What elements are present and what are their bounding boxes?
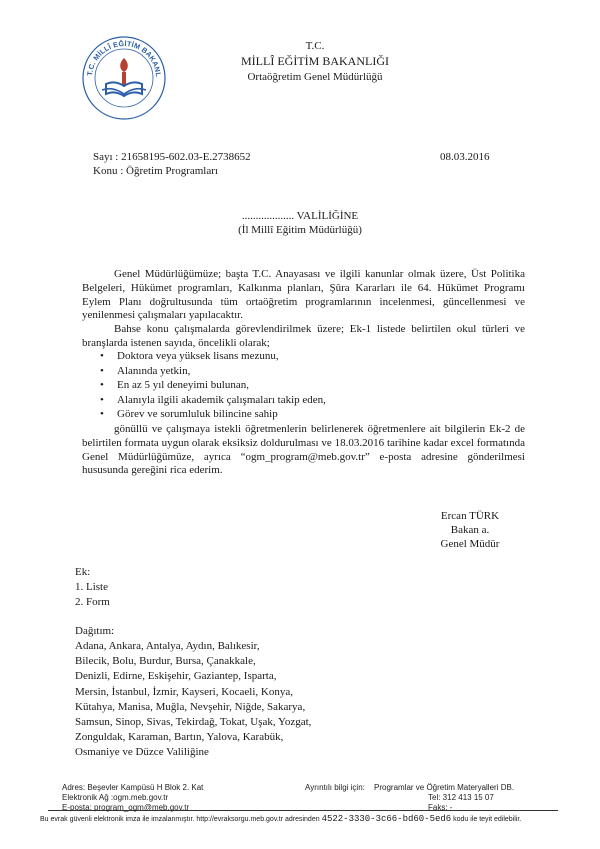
footer-divider <box>48 810 558 811</box>
verification-code: 4522-3330-3c66-bd60-5ed6 <box>321 814 452 824</box>
signatory-position: Genel Müdür <box>440 538 500 550</box>
distribution-list <box>75 639 415 761</box>
distribution-line: Denizli, Edirne, Eskişehir, Gaziantep, Isparta, <box>75 670 277 683</box>
criteria-item: • Doktora veya yüksek lisans mezunu, <box>100 349 326 364</box>
logo-ring-text: T.C. MİLLÎ EĞİTİM BAKANL <box>85 38 164 78</box>
attachment-item: 2. Form <box>75 596 110 608</box>
addressee-title: ................... VALİLİĞİNE <box>241 210 359 222</box>
footer-fax: Faks: - <box>428 803 453 812</box>
footer-tel: Tel: 312 413 15 07 <box>428 793 494 802</box>
addressee-subtitle: (İl Millî Eğitim Müdürlüğü) <box>238 224 362 236</box>
distribution-line: Kütahya, Manisa, Muğla, Nevşehir, Niğde, Sakarya, <box>75 700 306 713</box>
distribution-line: Mersin, İstanbul, İzmir, Kayseri, Kocaeli, Konya, <box>75 685 293 698</box>
document-subject: Konu : Öğretim Programları <box>93 165 218 177</box>
document-date: 08.03.2016 <box>440 151 490 163</box>
body-paragraph-1: Genel Müdürlüğümüze; başta T.C. Anayasası ve ilgili kanunlar olmak üzere, Üst Politika Belgeleri, Hükümet programları, Kalkınma planları, Şûra Kararları ile 64. Hükümet Programı Eylem Planı doğrultusunda tüm ortaöğretim programlarının incelenmesi, güncellenmesi ve yenilenmesi çalışmaları yapılacaktır. <box>82 268 525 322</box>
footer-contact <box>62 783 203 813</box>
ministry-emblem-icon <box>78 28 170 120</box>
distribution-label: Dağıtım: <box>75 625 115 637</box>
body-paragraph-3: gönüllü ve çalışmaya istekli öğretmenlerin belirlenerek öğretmenlere ait bilgilerin Ek-2 de belirtilen formata uygun olarak eksiksiz doldurulması ve 18.03.2016 tarihine kadar excel formatında Genel Müdürlüğümüze, ayrıca “ogm_program@meb.gov.tr” e-posta adresine gönderilmesi hususunda gereğini rica ederim. <box>82 423 525 477</box>
header-tc: T.C. <box>305 40 325 52</box>
verification-prefix: Bu evrak güvenli elektronik imza ile imzalanmıştır. http://evraksorgu.meb.gov.tr adresinden <box>40 816 320 823</box>
footer-email: E-posta: program_ogm@meb.gov.tr <box>62 803 190 812</box>
distribution-line: Zonguldak, Karaman, Bartın, Yalova, Karabük, <box>75 731 284 744</box>
body-paragraph-2: Bahse konu çalışmalarda görevlendirilmek üzere; Ek-1 listede belirtilen okul türleri ve branşlarda istenen sayıda, öncelikli olarak; <box>82 323 525 349</box>
distribution-line: Bilecik, Bolu, Burdur, Bursa, Çanakkale, <box>75 655 256 668</box>
footer-info-value: Programlar ve Öğretim Materyalleri DB. <box>374 783 515 792</box>
distribution-line: Adana, Ankara, Antalya, Aydın, Balıkesir, <box>75 640 260 652</box>
distribution-line: Samsun, Sinop, Sivas, Tekirdağ, Tokat, Uşak, Yozgat, <box>75 716 312 729</box>
criteria-list <box>100 349 326 422</box>
footer-web: Elektronik Ağ :ogm.meb.gov.tr <box>62 793 169 802</box>
signatory-name: Ercan TÜRK <box>440 510 500 522</box>
criteria-item: • Alanında yetkin, <box>100 364 326 379</box>
attachments-label: Ek: <box>75 566 91 578</box>
document-number: Sayı : 21658195-602.03-E.2738652 <box>93 151 251 163</box>
signatory-title: Bakan a. <box>450 524 490 536</box>
ministry-logo <box>78 28 170 120</box>
distribution-line: Osmaniye ve Düzce Valiliğine <box>75 746 209 759</box>
criteria-item: • Görev ve sorumluluk bilincine sahip <box>100 407 326 422</box>
attachment-item: 1. Liste <box>75 581 108 593</box>
header-ministry: MİLLÎ EĞİTİM BAKANLIĞI <box>241 54 389 68</box>
footer-address: Adres: Beşevler Kampüsü H Blok 2. Kat <box>62 783 204 792</box>
criteria-item: • Alanıyla ilgili akademik çalışmaları takip eden, <box>100 393 326 408</box>
verification-line <box>40 815 575 824</box>
footer-info-label: Ayrıntılı bilgi için: <box>305 783 365 792</box>
verification-suffix: kodu ile teyit edilebilir. <box>453 816 522 823</box>
header-directorate: Ortaöğretim Genel Müdürlüğü <box>247 71 383 83</box>
criteria-item: • En az 5 yıl deneyimi bulunan, <box>100 378 326 393</box>
